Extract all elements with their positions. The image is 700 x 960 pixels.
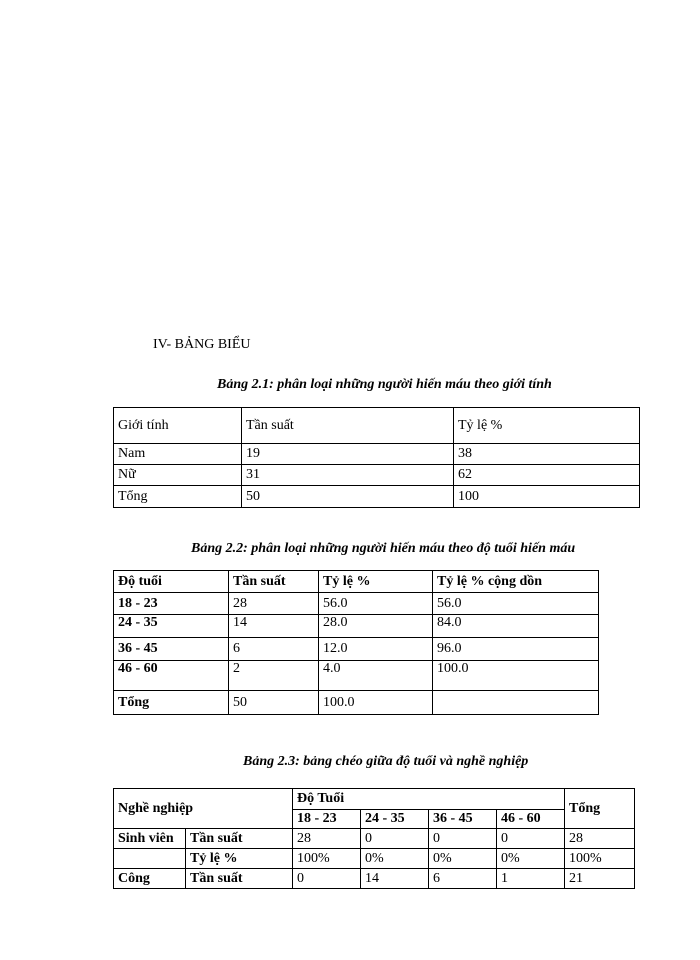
table-cell: 0 <box>429 829 497 849</box>
table-cell: 18 - 23 <box>114 593 229 615</box>
table-header-row <box>114 571 599 593</box>
table-cell: 100 <box>454 486 640 508</box>
table-2-2-caption: Bảng 2.2: phân loại những người hiến máu theo độ tuổi hiến máu <box>191 541 576 556</box>
table-cell: Nam <box>114 444 242 465</box>
table-cell: 100% <box>293 849 361 869</box>
table-cell: 12.0 <box>319 638 433 661</box>
header-cell: Tỷ lệ % <box>454 408 640 444</box>
table-cell: 28.0 <box>319 615 433 638</box>
header-age: Độ Tuổi <box>293 789 565 810</box>
measure-cell: Tỷ lệ % <box>186 849 293 869</box>
table-cell: 0% <box>361 849 429 869</box>
table-cell: 50 <box>242 486 454 508</box>
table-row <box>114 593 599 615</box>
table-cell: 0% <box>497 849 565 869</box>
header-cell: Tỷ lệ % cộng dồn <box>433 571 599 593</box>
occupation-cell: Công <box>114 869 186 889</box>
table-cell: 36 - 45 <box>114 638 229 661</box>
table-cell: 14 <box>361 869 429 889</box>
table-cell: 21 <box>565 869 635 889</box>
header-cell: Giới tính <box>114 408 242 444</box>
table-cell: 62 <box>454 465 640 486</box>
table-cell: 0 <box>361 829 429 849</box>
table-row <box>114 638 599 661</box>
table-header-row <box>114 789 635 810</box>
age-group-cell: 36 - 45 <box>429 810 497 829</box>
table-cell: 100.0 <box>433 661 599 691</box>
table-cell: 0 <box>497 829 565 849</box>
table-cell: 100% <box>565 849 635 869</box>
table-cell: Tổng <box>114 486 242 508</box>
table-2-1 <box>113 407 640 508</box>
section-heading: IV- BẢNG BIỂU <box>153 337 251 352</box>
table-2-3-caption: Bảng 2.3: bảng chéo giữa độ tuổi và nghề nghiệp <box>243 754 529 769</box>
table-row <box>114 465 640 486</box>
age-group-cell: 46 - 60 <box>497 810 565 829</box>
table-row <box>114 869 635 889</box>
table-cell: 1 <box>497 869 565 889</box>
table-row <box>114 615 599 638</box>
table-cell: 84.0 <box>433 615 599 638</box>
table-cell: 100.0 <box>319 691 433 715</box>
header-cell: Tỷ lệ % <box>319 571 433 593</box>
table-cell: 6 <box>229 638 319 661</box>
table-cell: Tổng <box>114 691 229 715</box>
table-cell: 28 <box>293 829 361 849</box>
table-2-1-caption: Bảng 2.1: phân loại những người hiến máu theo giới tính <box>217 377 552 392</box>
table-cell: 24 - 35 <box>114 615 229 638</box>
measure-cell: Tần suất <box>186 829 293 849</box>
table-row <box>114 486 640 508</box>
age-group-cell: 24 - 35 <box>361 810 429 829</box>
table-cell: 50 <box>229 691 319 715</box>
table-cell: 0 <box>293 869 361 889</box>
age-group-cell: 18 - 23 <box>293 810 361 829</box>
table-cell: 46 - 60 <box>114 661 229 691</box>
table-cell: 6 <box>429 869 497 889</box>
table-row <box>114 691 599 715</box>
table-cell: Nữ <box>114 465 242 486</box>
table-row <box>114 829 635 849</box>
header-cell: Tần suất <box>229 571 319 593</box>
table-cell: 4.0 <box>319 661 433 691</box>
table-cell: 31 <box>242 465 454 486</box>
table-2-2 <box>113 570 599 715</box>
table-cell: 28 <box>229 593 319 615</box>
table-cell: 38 <box>454 444 640 465</box>
table-cell: 14 <box>229 615 319 638</box>
table-cell: 28 <box>565 829 635 849</box>
header-occupation: Nghề nghiệp <box>114 789 293 829</box>
table-cell: 96.0 <box>433 638 599 661</box>
header-cell: Độ tuổi <box>114 571 229 593</box>
table-row <box>114 849 635 869</box>
table-row <box>114 661 599 691</box>
table-row <box>114 444 640 465</box>
table-header-row <box>114 408 640 444</box>
table-cell: 2 <box>229 661 319 691</box>
header-total: Tổng <box>565 789 635 829</box>
occupation-cell: Sinh viên <box>114 829 186 849</box>
occupation-cell <box>114 849 186 869</box>
header-cell: Tần suất <box>242 408 454 444</box>
table-cell <box>433 691 599 715</box>
table-cell: 0% <box>429 849 497 869</box>
table-cell: 19 <box>242 444 454 465</box>
table-cell: 56.0 <box>319 593 433 615</box>
table-2-3 <box>113 788 635 889</box>
measure-cell: Tần suất <box>186 869 293 889</box>
table-cell: 56.0 <box>433 593 599 615</box>
